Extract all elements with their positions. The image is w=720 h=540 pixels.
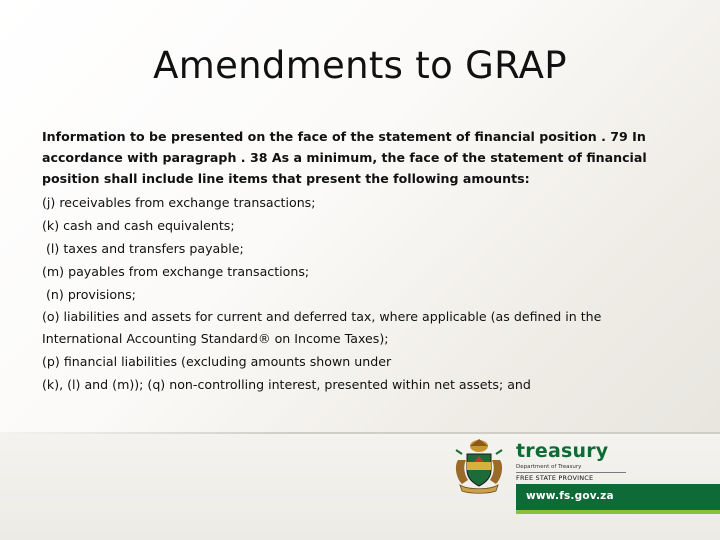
coat-of-arms-icon — [448, 436, 510, 494]
province-label: FREE STATE PROVINCE — [516, 472, 626, 482]
slide-body — [42, 126, 682, 396]
list-item: (k) cash and cash equivalents; — [42, 218, 235, 233]
list-item: (k), (l) and (m)); (q) non-controlling interest, presented within net assets; and — [42, 377, 531, 392]
accent-stripe — [516, 510, 720, 514]
intro-paragraph: Information to be presented on the face of the statement of financial position . 79 In accordance with paragraph . 38 As a minimum, the face of the statement of financial position shall include line items that present the following amounts: — [42, 129, 647, 186]
list-item: (l) taxes and transfers payable; — [42, 241, 244, 256]
website-link[interactable]: www.fs.gov.za — [526, 490, 614, 502]
list-item: (j) receivables from exchange transactions; — [42, 195, 316, 210]
list-item: (m) payables from exchange transactions; — [42, 264, 310, 279]
list-item: (n) provisions; — [42, 287, 136, 302]
treasury-brand — [516, 440, 626, 482]
url-bar — [516, 484, 720, 510]
footer-divider — [0, 432, 720, 434]
department-label: Department of Treasury — [516, 464, 582, 470]
slide-title: Amendments to GRAP — [153, 44, 567, 87]
brand-name: treasury — [516, 440, 609, 462]
list-item: (o) liabilities and assets for current and deferred tax, where applicable (as defined in the International Accounting Standard® on Income Taxes); — [42, 309, 602, 346]
list-item: (p) financial liabilities (excluding amounts shown under — [42, 354, 392, 369]
